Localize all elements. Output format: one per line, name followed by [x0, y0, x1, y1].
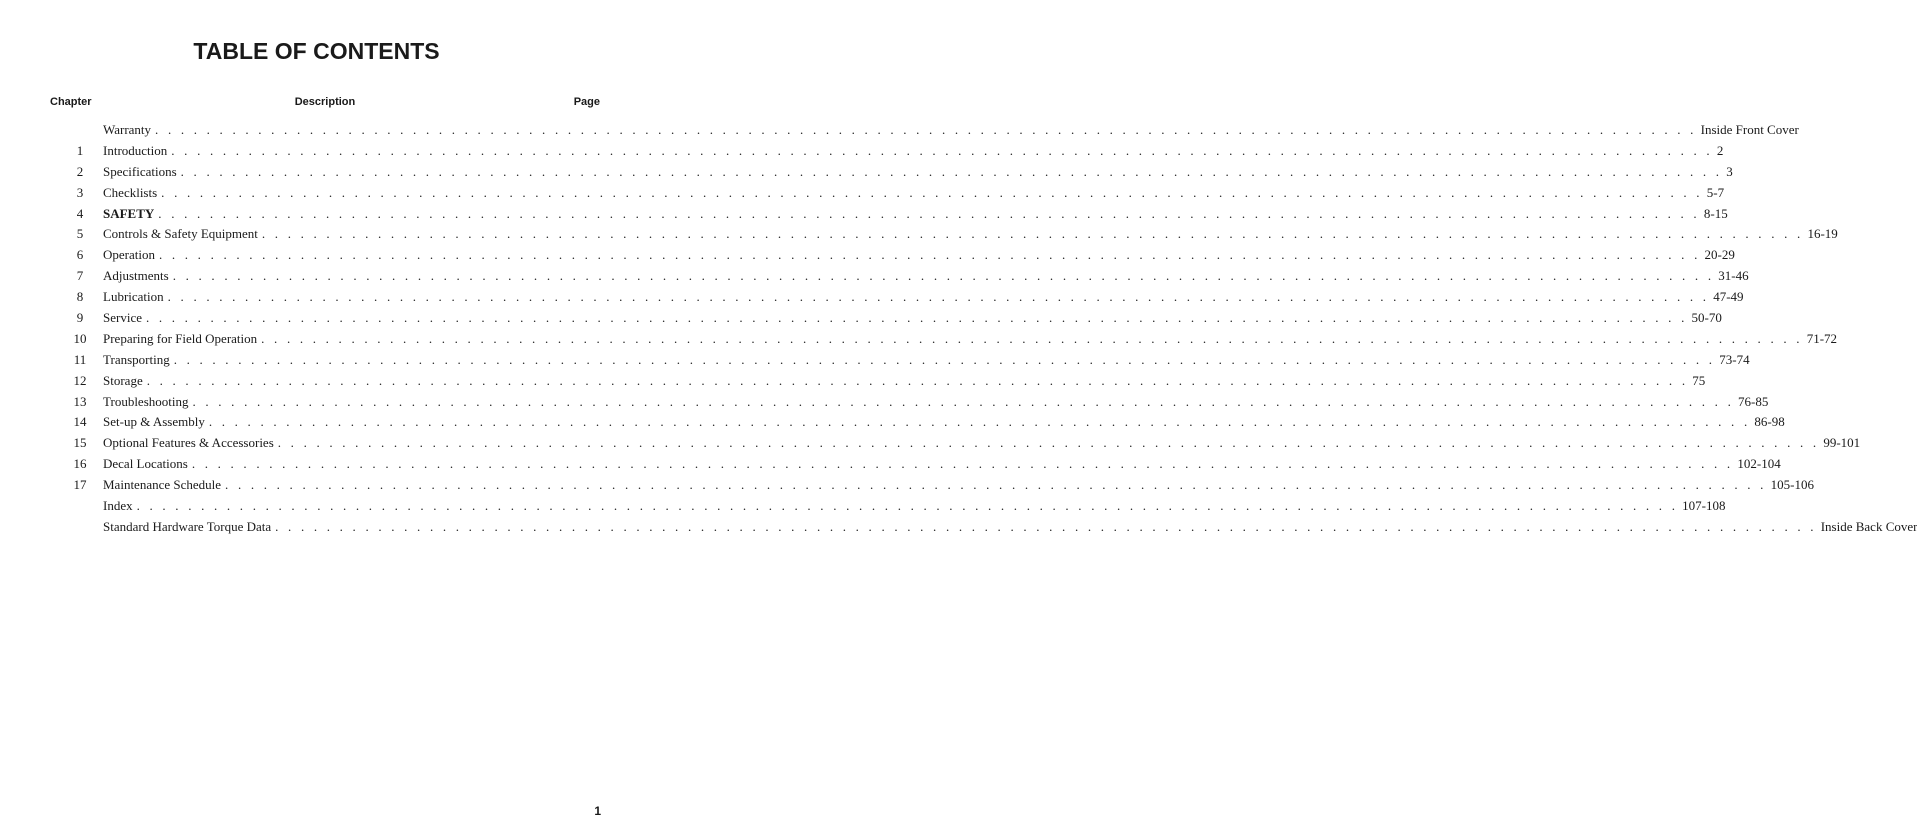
toc-entry-title: Lubrication — [103, 289, 164, 305]
toc-chapter-number: 10 — [73, 330, 87, 346]
toc-entry-line — [103, 224, 1838, 245]
dot-leader: . . . . . . . . . . . . . . . . . . . . . . . . . . . . . . . . . . . . . . . . . . . . . . . . . . . . . . . . . . . . . . . . . . . . . . . . . . . . . . . . . . . . . . . . . . . . . . . . . . . . . . . . . . . . . . . . . . . . . . . . — [158, 247, 1701, 263]
toc-entry-page: 5-7 — [1706, 184, 1725, 200]
dot-leader: . . . . . . . . . . . . . . . . . . . . . . . . . . . . . . . . . . . . . . . . . . . . . . . . . . . . . . . . . . . . . . . . . . . . . . . . . . . . . . . . . . . . . . . . . . . . . . . . . . . . . . . . . . . . . . . . . . . . . . . . — [172, 268, 1715, 284]
dot-leader: . . . . . . . . . . . . . . . . . . . . . . . . . . . . . . . . . . . . . . . . . . . . . . . . . . . . . . . . . . . . . . . . . . . . . . . . . . . . . . . . . . . . . . . . . . . . . . . . . . . . . . . . . . . . . . . . . . . . . . . . — [277, 435, 1820, 451]
toc-entry-line — [103, 433, 1861, 454]
dot-leader: . . . . . . . . . . . . . . . . . . . . . . . . . . . . . . . . . . . . . . . . . . . . . . . . . . . . . . . . . . . . . . . . . . . . . . . . . . . . . . . . . . . . . . . . . . . . . . . . . . . . . . . . . . . . . . . . . . . . . . . . — [191, 456, 1734, 472]
toc-chapter-number: 6 — [76, 247, 84, 263]
toc-chapter-number: 2 — [76, 163, 84, 179]
toc-entry-line — [103, 141, 1724, 162]
toc-entry-line — [103, 454, 1781, 475]
toc-entry-page: 71-72 — [1806, 330, 1838, 346]
toc-entry-line — [103, 266, 1749, 287]
toc-entry-title: SAFETY — [103, 205, 155, 221]
toc-entry-title: Maintenance Schedule — [103, 477, 222, 493]
toc-list — [0, 120, 1917, 538]
toc-entry-page: Inside Back Cover — [1820, 518, 1917, 534]
toc-entry-page: 2 — [1716, 142, 1724, 158]
page-title: TABLE OF CONTENTS — [193, 38, 440, 64]
dot-leader: . . . . . . . . . . . . . . . . . . . . . . . . . . . . . . . . . . . . . . . . . . . . . . . . . . . . . . . . . . . . . . . . . . . . . . . . . . . . . . . . . . . . . . . . . . . . . . . . . . . . . . . . . . . . . . . . . . . . . . . . — [136, 498, 1679, 514]
toc-entry — [0, 392, 1769, 413]
toc-chapter-number: 15 — [73, 435, 87, 451]
toc-entry-title: Service — [103, 310, 142, 326]
chapter-column-header: Chapter — [50, 96, 92, 108]
toc-entry — [0, 454, 1781, 475]
toc-entry-page: 99-101 — [1823, 435, 1861, 451]
toc-entry-line — [103, 350, 1750, 371]
toc-entry — [0, 287, 1744, 308]
toc-entry-page: 50-70 — [1691, 310, 1722, 326]
toc-entry-page: 102-104 — [1737, 456, 1781, 472]
toc-entry — [0, 517, 1917, 538]
dot-leader: . . . . . . . . . . . . . . . . . . . . . . . . . . . . . . . . . . . . . . . . . . . . . . . . . . . . . . . . . . . . . . . . . . . . . . . . . . . . . . . . . . . . . . . . . . . . . . . . . . . . . . . . . . . . . . . . . . . . . . . . — [208, 414, 1751, 430]
toc-entry — [0, 266, 1749, 287]
toc-chapter-number: 7 — [76, 268, 84, 284]
toc-chapter-number: 13 — [73, 393, 87, 409]
toc-entry-line — [103, 183, 1725, 204]
toc-chapter-number: 9 — [76, 310, 84, 326]
toc-entry-page: 31-46 — [1718, 268, 1749, 284]
dot-leader: . . . . . . . . . . . . . . . . . . . . . . . . . . . . . . . . . . . . . . . . . . . . . . . . . . . . . . . . . . . . . . . . . . . . . . . . . . . . . . . . . . . . . . . . . . . . . . . . . . . . . . . . . . . . . . . . . . . . . . . . — [261, 330, 1803, 346]
toc-entry — [0, 183, 1725, 204]
toc-chapter-number: 5 — [76, 226, 84, 242]
page-column-header: Page — [573, 96, 600, 108]
toc-entry-page: 75 — [1692, 372, 1706, 388]
toc-entry-line — [103, 475, 1814, 496]
toc-entry-line — [103, 412, 1785, 433]
toc-entry-title: Checklists — [103, 184, 158, 200]
dot-leader: . . . . . . . . . . . . . . . . . . . . . . . . . . . . . . . . . . . . . . . . . . . . . . . . . . . . . . . . . . . . . . . . . . . . . . . . . . . . . . . . . . . . . . . . . . . . . . . . . . . . . . . . . . . . . . . . . . . . . . . . — [275, 518, 1817, 534]
dot-leader: . . . . . . . . . . . . . . . . . . . . . . . . . . . . . . . . . . . . . . . . . . . . . . . . . . . . . . . . . . . . . . . . . . . . . . . . . . . . . . . . . . . . . . . . . . . . . . . . . . . . . . . . . . . . . . . . . . . . . . . . — [192, 393, 1735, 409]
toc-entry-page: 73-74 — [1719, 351, 1750, 367]
toc-entry-title: Specifications — [103, 163, 177, 179]
toc-entry-page: 105-106 — [1770, 477, 1814, 493]
toc-entry-title: Standard Hardware Torque Data — [103, 518, 272, 534]
toc-entry-title: Introduction — [103, 142, 168, 158]
toc-entry — [0, 120, 1799, 141]
toc-entry-title: Set-up & Assembly — [103, 414, 205, 430]
toc-entry-line — [103, 162, 1733, 183]
dot-leader: . . . . . . . . . . . . . . . . . . . . . . . . . . . . . . . . . . . . . . . . . . . . . . . . . . . . . . . . . . . . . . . . . . . . . . . . . . . . . . . . . . . . . . . . . . . . . . . . . . . . . . . . . . . . . . . . . . . . . . . . — [167, 289, 1710, 305]
toc-entry — [0, 329, 1838, 350]
toc-chapter-number: 1 — [76, 142, 84, 158]
toc-entry — [0, 475, 1814, 496]
toc-entry-page: 20-29 — [1704, 247, 1735, 263]
toc-chapter-number: 8 — [76, 289, 84, 305]
toc-entry — [0, 371, 1706, 392]
toc-entry — [0, 308, 1722, 329]
toc-entry-title: Adjustments — [103, 268, 169, 284]
dot-leader: . . . . . . . . . . . . . . . . . . . . . . . . . . . . . . . . . . . . . . . . . . . . . . . . . . . . . . . . . . . . . . . . . . . . . . . . . . . . . . . . . . . . . . . . . . . . . . . . . . . . . . . . . . . . . . . . . . . . . . . . — [180, 163, 1723, 179]
toc-entry-title: Storage — [103, 372, 143, 388]
toc-chapter-number: 12 — [73, 372, 87, 388]
dot-leader: . . . . . . . . . . . . . . . . . . . . . . . . . . . . . . . . . . . . . . . . . . . . . . . . . . . . . . . . . . . . . . . . . . . . . . . . . . . . . . . . . . . . . . . . . . . . . . . . . . . . . . . . . . . . . . . . . . . . . . . . — [146, 372, 1689, 388]
toc-entry-page: 76-85 — [1738, 393, 1769, 409]
dot-leader: . . . . . . . . . . . . . . . . . . . . . . . . . . . . . . . . . . . . . . . . . . . . . . . . . . . . . . . . . . . . . . . . . . . . . . . . . . . . . . . . . . . . . . . . . . . . . . . . . . . . . . . . . . . . . . . . . . . . . . . . — [145, 310, 1688, 326]
toc-entry-page: Inside Front Cover — [1700, 122, 1799, 137]
toc-entry-title: Decal Locations — [103, 456, 188, 472]
toc-chapter-number: 16 — [73, 456, 87, 472]
description-column-header: Description — [294, 96, 356, 108]
dot-leader: . . . . . . . . . . . . . . . . . . . . . . . . . . . . . . . . . . . . . . . . . . . . . . . . . . . . . . . . . . . . . . . . . . . . . . . . . . . . . . . . . . . . . . . . . . . . . . . . . . . . . . . . . . . . . . . . . . . . . . . . — [161, 184, 1703, 200]
toc-entry-line — [103, 287, 1744, 308]
dot-leader: . . . . . . . . . . . . . . . . . . . . . . . . . . . . . . . . . . . . . . . . . . . . . . . . . . . . . . . . . . . . . . . . . . . . . . . . . . . . . . . . . . . . . . . . . . . . . . . . . . . . . . . . . . . . . . . . . . . . . . . . — [261, 226, 1804, 242]
toc-chapter-number: 17 — [73, 477, 87, 493]
page-number: 1 — [594, 804, 601, 818]
toc-entry-line — [103, 371, 1706, 392]
toc-entry-title: Warranty — [103, 122, 152, 137]
dot-leader: . . . . . . . . . . . . . . . . . . . . . . . . . . . . . . . . . . . . . . . . . . . . . . . . . . . . . . . . . . . . . . . . . . . . . . . . . . . . . . . . . . . . . . . . . . . . . . . . . . . . . . . . . . . . . . . . . . . . . . . . — [171, 142, 1713, 158]
toc-entry-page: 47-49 — [1713, 289, 1744, 305]
toc-entry-title: Troubleshooting — [103, 393, 189, 409]
toc-entry-line — [103, 329, 1838, 350]
toc-entry-page: 86-98 — [1754, 414, 1785, 430]
toc-chapter-number: 3 — [76, 184, 84, 200]
toc-entry-page: 8-15 — [1703, 205, 1728, 221]
toc-entry — [0, 412, 1785, 433]
toc-entry — [0, 141, 1724, 162]
toc-entry-line — [103, 245, 1735, 266]
toc-entry-line — [103, 120, 1799, 141]
toc-entry — [0, 496, 1726, 517]
toc-entry — [0, 204, 1728, 225]
toc-entry-page: 16-19 — [1807, 226, 1838, 242]
toc-entry — [0, 433, 1861, 454]
dot-leader: . . . . . . . . . . . . . . . . . . . . . . . . . . . . . . . . . . . . . . . . . . . . . . . . . . . . . . . . . . . . . . . . . . . . . . . . . . . . . . . . . . . . . . . . . . . . . . . . . . . . . . . . . . . . . . . . . . . . . . . . — [173, 351, 1716, 367]
toc-entry-title: Operation — [103, 247, 155, 263]
toc-entry-title: Index — [103, 498, 133, 514]
toc-entry-page: 107-108 — [1682, 498, 1726, 514]
dot-leader: . . . . . . . . . . . . . . . . . . . . . . . . . . . . . . . . . . . . . . . . . . . . . . . . . . . . . . . . . . . . . . . . . . . . . . . . . . . . . . . . . . . . . . . . . . . . . . . . . . . . . . . . . . . . . . . . . . . . . . . . — [225, 477, 1767, 493]
toc-entry — [0, 224, 1838, 245]
toc-entry — [0, 245, 1735, 266]
dot-leader: . . . . . . . . . . . . . . . . . . . . . . . . . . . . . . . . . . . . . . . . . . . . . . . . . . . . . . . . . . . . . . . . . . . . . . . . . . . . . . . . . . . . . . . . . . . . . . . . . . . . . . . . . . . . . . . . . . . . . . . . — [158, 205, 1700, 221]
toc-chapter-number: 11 — [73, 351, 87, 367]
toc-entry-title: Transporting — [103, 351, 170, 367]
toc-entry — [0, 162, 1733, 183]
toc-entry-line — [103, 517, 1917, 538]
toc-entry-page: 3 — [1726, 163, 1733, 179]
toc-chapter-number: 14 — [73, 414, 87, 430]
dot-leader: . . . . . . . . . . . . . . . . . . . . . . . . . . . . . . . . . . . . . . . . . . . . . . . . . . . . . . . . . . . . . . . . . . . . . . . . . . . . . . . . . . . . . . . . . . . . . . . . . . . . . . . . . . . . . . . . . . . . . . . . — [155, 122, 1697, 137]
toc-entry-title: Optional Features & Accessories — [103, 435, 274, 451]
toc-entry — [0, 350, 1750, 371]
toc-entry-line — [103, 496, 1726, 517]
toc-entry-line — [103, 392, 1769, 413]
toc-chapter-number: 4 — [76, 205, 84, 221]
toc-entry-line — [103, 204, 1728, 225]
toc-entry-title: Controls & Safety Equipment — [103, 226, 258, 242]
toc-entry-line — [103, 308, 1722, 329]
toc-entry-title: Preparing for Field Operation — [103, 330, 258, 346]
